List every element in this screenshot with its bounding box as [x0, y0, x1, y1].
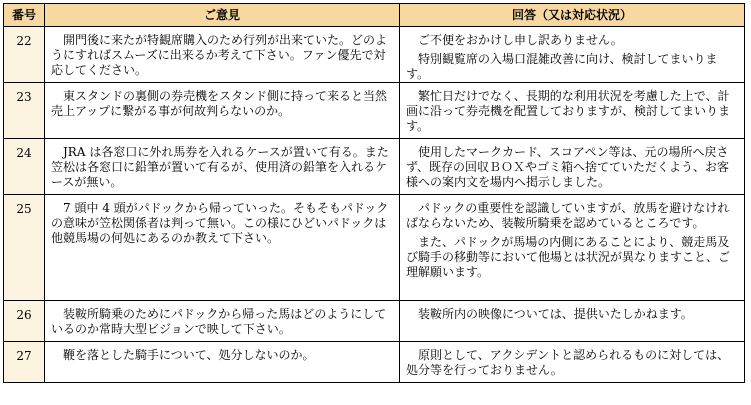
row-opinion: 鞭を落とした騎手について、処分しないのか。 [45, 342, 400, 383]
row-number: 23 [4, 83, 45, 139]
opinions-table [3, 3, 745, 383]
header-opinion: ご意見 [45, 4, 400, 27]
answer-paragraph: 特別観覧席の入場口混雑改善に向け、検討してまいります。 [406, 52, 718, 81]
answer-paragraph: また、パドックが馬場の内側にあることにより、競走馬及び騎手の移動等において他場とは状況が異なりますこと、ご理解願います。 [406, 235, 731, 279]
row-answer [400, 301, 745, 342]
row-number: 24 [4, 139, 45, 195]
table-row [4, 139, 745, 195]
answer-paragraph: パドックの重要性を認識していますが、放馬を避けなければならないため、装鞍所騎乗を認めているところです。 [406, 201, 730, 230]
table-row [4, 27, 745, 83]
row-opinion: 東スタンドの裏側の券売機をスタンド側に持って来ると当然売上アップに繋がる事が何故判らないのか。 [45, 83, 400, 139]
row-opinion: 装鞍所騎乗のためにパドックから帰った馬はどのようにしているのか常時大型ビジョンで映して下さい。 [45, 301, 400, 342]
table-header-row [4, 4, 745, 27]
answer-paragraph: 原則として、アクシデントと認められるものに対しては、処分等を行っておりません。 [406, 348, 730, 377]
row-number: 26 [4, 301, 45, 342]
row-opinion: JRA は各窓口に外れ馬券を入れるケースが置いて有る。また笠松は各窓口に鉛筆が置いて有るが、使用済の鉛筆を入れるケースが無い。 [45, 139, 400, 195]
answer-paragraph: 繁忙日だけでなく、長期的な利用状況を考慮した上で、計画に沿って券売機を配置しておりますが、検討してまいります。 [406, 89, 731, 133]
header-number: 番号 [4, 4, 45, 27]
row-answer [400, 195, 745, 301]
row-answer [400, 27, 745, 83]
row-answer [400, 342, 745, 383]
row-opinion: 開門後に来たが特観席購入のため行列が出来ていた。どのようにすればスムーズに出来るか考えて下さい。ファン優先で対応してください。 [45, 27, 400, 83]
row-opinion: 7 頭中 4 頭がパドックから帰っていった。そもそもパドックの意味が笠松関係者は判って無い。この様にひどいパドックは他競馬場の何処にあるのか教えて下さい。 [45, 195, 400, 301]
row-number: 22 [4, 27, 45, 83]
answer-paragraph: 使用したマークカード、スコアペン等は、元の場所へ戻さず、既存の回収ＢＯＸやゴミ箱へ捨てていただくよう、お客様への案内文を場内へ掲示しました。 [406, 145, 730, 189]
row-answer [400, 139, 745, 195]
table-row [4, 301, 745, 342]
answer-paragraph: 装鞍所内の映像については、提供いたしかねます。 [406, 307, 693, 321]
answer-paragraph: ご不便をおかけし申し訳ありません。 [406, 33, 623, 47]
header-answer: 回答（又は対応状況） [400, 4, 745, 27]
row-number: 25 [4, 195, 45, 301]
row-answer [400, 83, 745, 139]
table-row [4, 83, 745, 139]
table-row [4, 342, 745, 383]
row-number: 27 [4, 342, 45, 383]
table-row [4, 195, 745, 301]
